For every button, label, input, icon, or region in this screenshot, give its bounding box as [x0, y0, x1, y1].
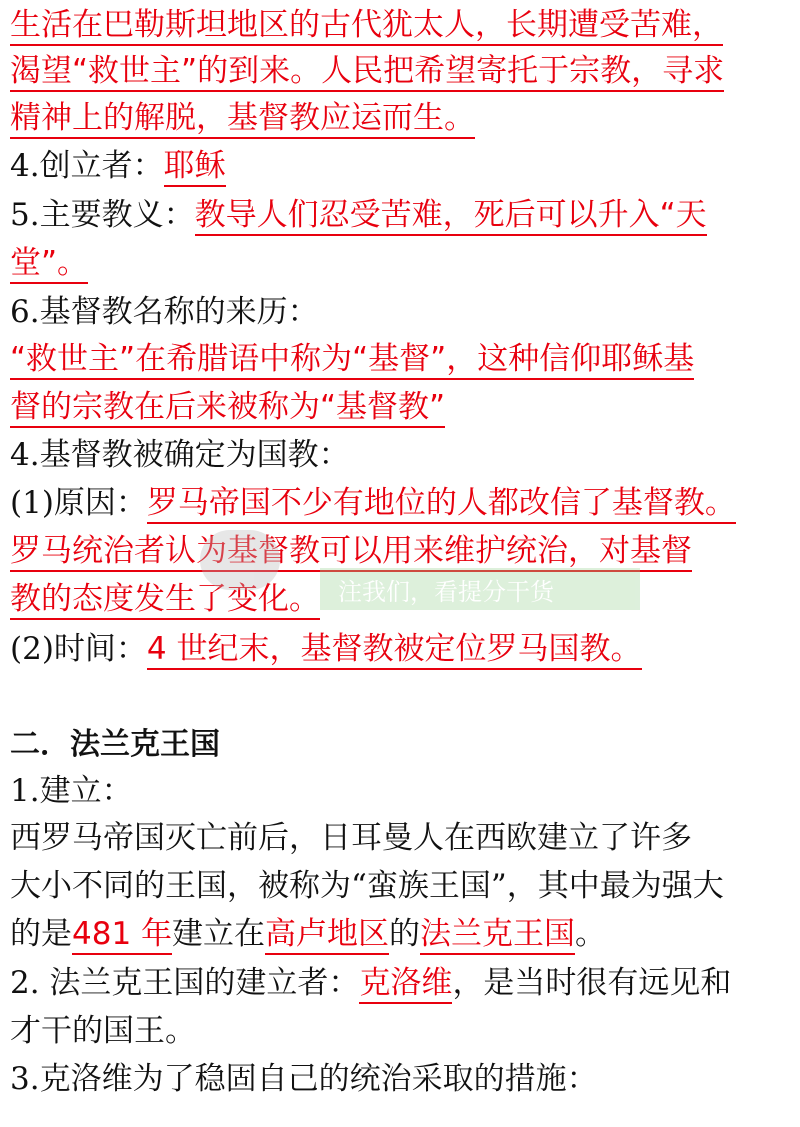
kingdom-value: 法兰克王国	[420, 916, 575, 955]
doctrine-continuation: 堂”。	[10, 240, 792, 286]
section-title: 二．法兰克王国	[10, 727, 220, 762]
establish-line-1: 西罗马帝国灭亡前后，日耳曼人在西欧建立了许多	[10, 820, 692, 856]
name-origin-line-1: “救世主”在希腊语中称为“基督”，这种信仰耶稣基	[10, 336, 792, 382]
time-label: (2)时间：	[10, 631, 147, 667]
state-religion-label: 4.基督教被确定为国教：	[10, 437, 350, 473]
measures-label: 3.克洛维为了稳固自己的统治采取的措施：	[10, 1061, 598, 1097]
intro-line-3: 精神上的解脱，基督教应运而生。	[10, 95, 792, 141]
intro-line-1: 生活在巴勒斯坦地区的古代犹太人，长期遭受苦难，	[10, 2, 792, 48]
name-origin-line-2: 督的宗教在后来被称为“基督教”	[10, 384, 792, 430]
watermark-text: 注我们，看提分干货	[338, 578, 554, 606]
reason-label: (1)原因：	[10, 485, 147, 521]
reason-line-2: 罗马统治者认为基督教可以用来维护统治，对基督	[10, 528, 792, 574]
founder2-row: 2. 法兰克王国的建立者：克洛维，是当时很有远见和	[10, 960, 792, 1006]
establish-line-3: 的是481 年建立在高卢地区的法兰克王国。	[10, 911, 792, 957]
founder-row	[10, 143, 792, 189]
doctrine-label: 5.主要教义：	[10, 197, 195, 233]
reason-value: 罗马帝国不少有地位的人都改信了基督教。	[147, 485, 736, 524]
year-value: 481 年	[72, 916, 172, 955]
founder-label: 4.创立者：	[10, 148, 164, 184]
reason-line-3: 教的态度发生了变化。	[10, 576, 792, 622]
name-origin-label: 6.基督教名称的来历：	[10, 294, 319, 330]
time-row	[10, 626, 792, 672]
place-value: 高卢地区	[265, 916, 389, 955]
founder-value: 耶稣	[164, 148, 226, 187]
watermark-logo-icon	[200, 530, 280, 590]
establish-line-2: 大小不同的王国，被称为“蛮族王国”，其中最为强大	[10, 868, 724, 904]
intro-line-2: 渴望“救世主”的到来。人民把希望寄托于宗教，寻求	[10, 48, 792, 94]
founder2-value: 克洛维	[359, 965, 452, 1004]
doctrine-value: 教导人们忍受苦难，死后可以升入“天	[195, 197, 707, 236]
time-value: 4 世纪末，基督教被定位罗马国教。	[147, 631, 642, 670]
founder2-line-2: 才干的国王。	[10, 1013, 196, 1049]
watermark	[200, 520, 640, 612]
doctrine-row	[10, 192, 792, 238]
establish-label: 1.建立：	[10, 773, 133, 809]
